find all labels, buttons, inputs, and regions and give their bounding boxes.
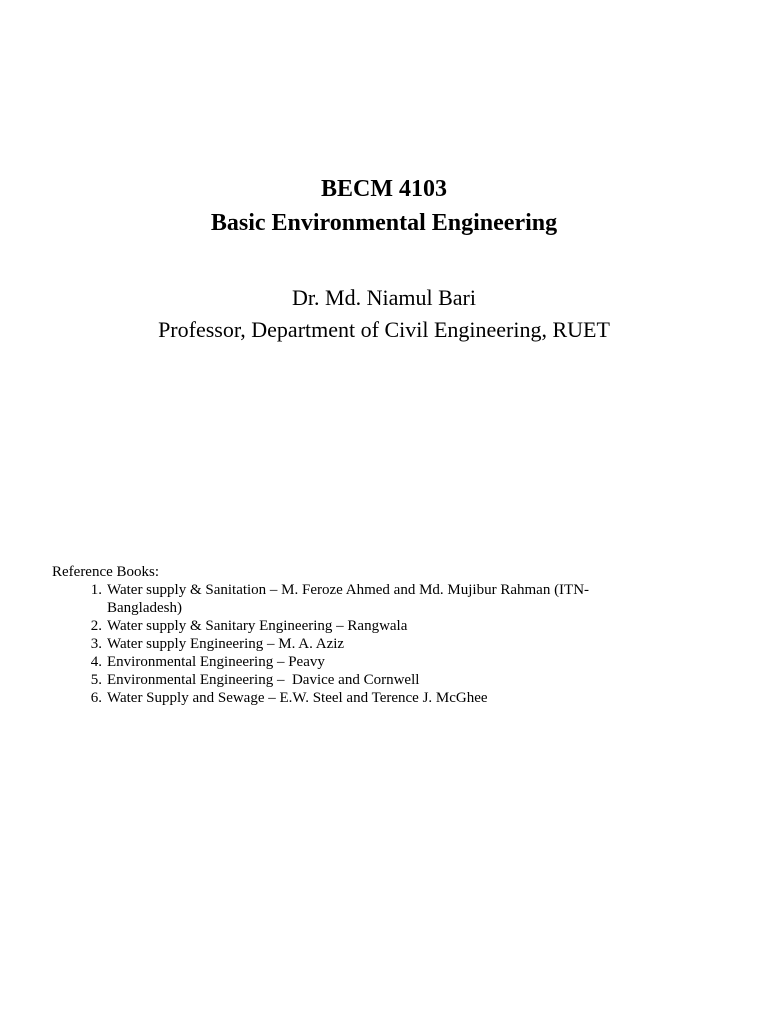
reference-number: 3. <box>90 636 102 652</box>
reference-number: 2. <box>90 618 102 634</box>
reference-item <box>52 689 672 707</box>
reference-text: Water Supply and Sewage – E.W. Steel and Terence J. McGhee <box>107 690 488 706</box>
title-block <box>0 172 768 240</box>
author-position: Professor, Department of Civil Engineering, RUET <box>158 317 610 342</box>
course-code: BECM 4103 <box>321 176 447 202</box>
reference-item <box>52 671 672 689</box>
reference-item <box>52 617 672 635</box>
reference-number: 1. <box>90 582 102 598</box>
reference-text: Environmental Engineering – Peavy <box>107 654 325 670</box>
reference-number: 6. <box>90 690 102 706</box>
reference-item <box>52 635 672 653</box>
course-title: Basic Environmental Engineering <box>210 210 558 236</box>
reference-text: Water supply & Sanitation – M. Feroze Ahmed and Md. Mujibur Rahman (ITN- Bangladesh) <box>107 582 590 616</box>
reference-heading: Reference Books: <box>52 564 160 580</box>
reference-text: Environmental Engineering – Davice and Cornwell <box>107 672 420 688</box>
reference-item <box>52 581 672 617</box>
reference-item <box>52 653 672 671</box>
author-name: Dr. Md. Niamul Bari <box>292 285 476 310</box>
reference-text: Water supply Engineering – M. A. Aziz <box>107 636 345 652</box>
reference-list <box>52 581 672 707</box>
reference-number: 4. <box>90 654 102 670</box>
author-block <box>0 282 768 346</box>
reference-number: 5. <box>90 672 102 688</box>
reference-section <box>52 563 672 707</box>
reference-text: Water supply & Sanitary Engineering – Rangwala <box>107 618 408 634</box>
